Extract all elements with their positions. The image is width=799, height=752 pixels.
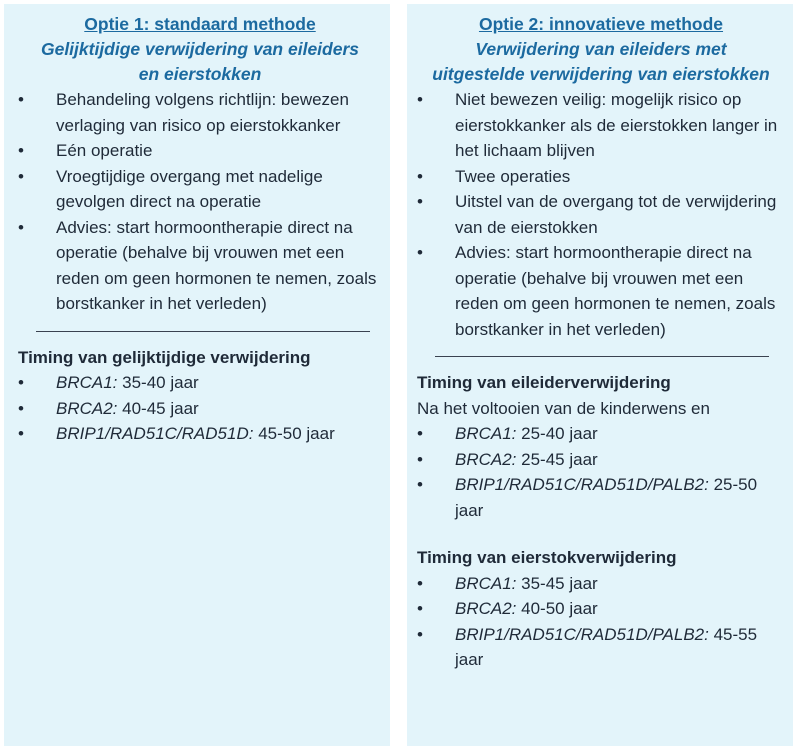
bullet-icon: • [18, 90, 24, 109]
option1-timing-list [18, 370, 390, 447]
option2-title: Optie 2: innovatieve methode [478, 14, 724, 34]
option2-timing2-title: Timing van eierstokverwijdering [417, 548, 677, 567]
list-item: • Behandeling volgens richtlijn: bewezen verlaging van risico op eierstokkanker [18, 87, 390, 138]
option1-subtitle-line2: en eierstokken [138, 64, 262, 84]
list-item: • BRIP1/RAD51C/RAD51D: 45-50 jaar [18, 421, 390, 447]
list-item: • Eén operatie [18, 138, 390, 164]
section-divider [435, 356, 769, 357]
option1-bullet-list [18, 87, 390, 317]
option2-subtitle-line1: Verwijdering van eileiders met [475, 39, 727, 59]
bullet-icon: • [417, 192, 423, 211]
list-item: • BRCA1: 35-45 jaar [417, 571, 793, 597]
bullet-icon: • [18, 424, 24, 443]
option2-bullet-list [417, 87, 793, 342]
option2-subtitle-line2: uitgestelde verwijdering van eierstokken [432, 64, 770, 84]
list-item: • BRIP1/RAD51C/RAD51D/PALB2: 25-50 jaar [417, 472, 793, 523]
option1-subtitle-line1: Gelijktijdige verwijdering van eileiders [40, 39, 360, 59]
bullet-icon: • [18, 398, 24, 418]
bullet-icon: • [417, 166, 423, 186]
list-item: • BRCA1: 35-40 jaar [18, 370, 390, 396]
option2-panel [407, 4, 793, 746]
option1-timing-section [18, 345, 390, 447]
bullet-icon: • [417, 243, 423, 262]
bullet-icon: • [18, 141, 24, 160]
list-item: • Vroegtijdige overgang met nadelige gevolgen direct na operatie [18, 164, 390, 215]
list-item: • Uitstel van de overgang tot de verwijdering van de eierstokken [417, 189, 793, 240]
bullet-icon: • [417, 90, 423, 109]
bullet-icon: • [417, 573, 423, 593]
option2-timing1-section [417, 370, 793, 523]
list-item: • BRCA2: 40-45 jaar [18, 396, 390, 422]
list-item: • BRCA1: 25-40 jaar [417, 421, 793, 447]
bullet-icon: • [417, 449, 423, 469]
list-item: • Twee operaties [417, 164, 793, 190]
option2-header [417, 12, 793, 87]
list-item: • Advies: start hormoontherapie direct na operatie (behalve bij vrouwen met een reden om geen hormonen te nemen, zoals borstkanker in het verleden) [18, 215, 390, 317]
list-item: • Advies: start hormoontherapie direct na operatie (behalve bij vrouwen met een reden om geen hormonen te nemen, zoals borstkanker in het verleden) [417, 240, 793, 342]
list-item: • BRCA2: 40-50 jaar [417, 596, 793, 622]
option1-header [18, 12, 390, 87]
option2-timing1-title: Timing van eileiderverwijdering [417, 373, 671, 392]
list-item: • BRIP1/RAD51C/RAD51D/PALB2: 45-55 jaar [417, 622, 793, 673]
bullet-icon: • [417, 424, 423, 443]
bullet-icon: • [18, 166, 24, 186]
bullet-icon: • [417, 475, 423, 494]
section-divider [36, 331, 370, 332]
option1-panel [4, 4, 390, 746]
option1-timing-title: Timing van gelijktijdige verwijdering [18, 347, 311, 367]
bullet-icon: • [18, 217, 24, 237]
option2-timing1-list [417, 421, 793, 523]
list-item: • Niet bewezen veilig: mogelijk risico op eierstokkanker als de eierstokken langer in het lichaam blijven [417, 87, 793, 164]
bullet-icon: • [417, 599, 423, 618]
option1-title: Optie 1: standaard methode [84, 14, 316, 34]
option2-timing1-intro: Na het voltooien van de kinderwens en [417, 398, 710, 418]
bullet-icon: • [18, 373, 24, 392]
option2-timing2-list [417, 571, 793, 673]
bullet-icon: • [417, 624, 423, 644]
option2-timing2-section [417, 545, 793, 673]
list-item: • BRCA2: 25-45 jaar [417, 447, 793, 473]
